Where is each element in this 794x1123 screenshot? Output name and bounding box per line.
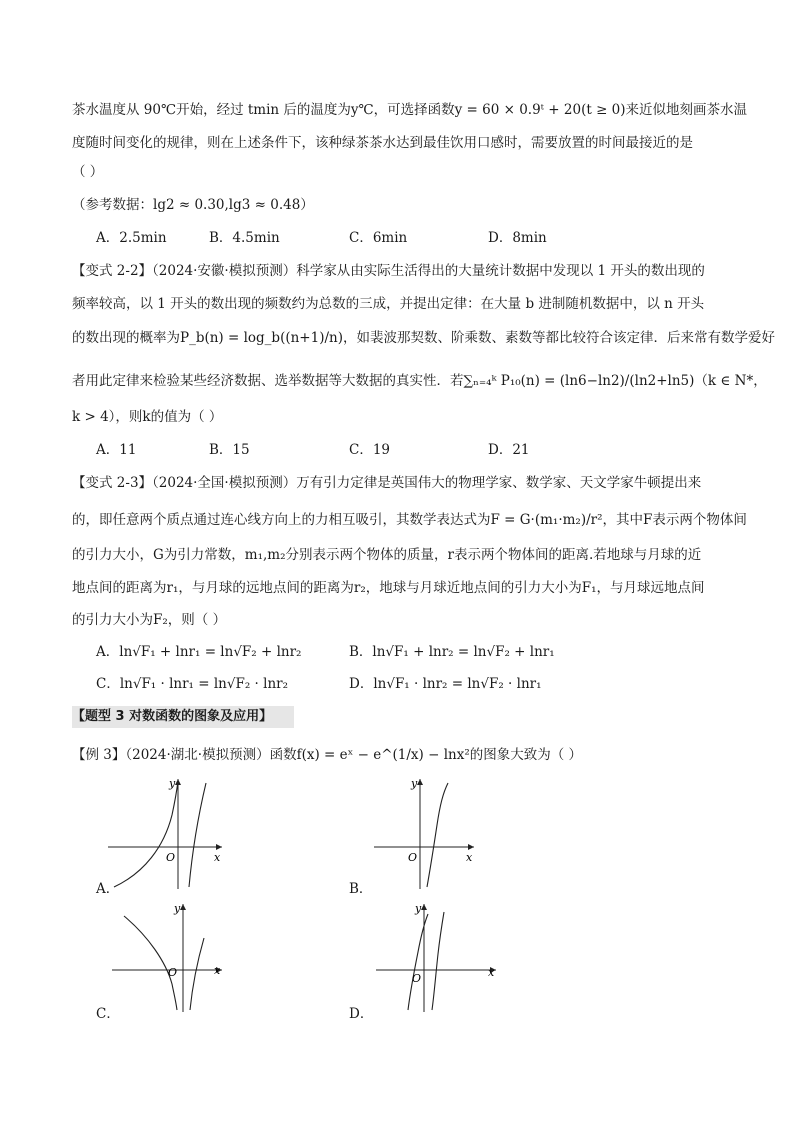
graph-b-x-label: x	[466, 851, 473, 864]
q3-option-c: C．ln√F₁ · lnr₁ = ln√F₂ · lnr₂	[96, 676, 289, 692]
q1-option-a: A．2.5min	[96, 230, 167, 246]
graph-c-x-label: x	[214, 964, 221, 977]
graph-c-y-label: y	[174, 902, 181, 915]
q3-line-1: 【变式 2-3】（2024·全国·模拟预测）万有引力定律是英国伟大的物理学家、数学家、天文学家牛顿提出来	[72, 475, 702, 491]
graph-d-x-label: x	[488, 966, 495, 979]
q1-option-d: D．8min	[488, 230, 547, 246]
graph-b-origin-label: O	[408, 851, 418, 864]
graph-d-origin-label: O	[412, 972, 422, 985]
q1-line-1: 茶水温度从 90℃开始，经过 tmin 后的温度为y℃，可选择函数y = 60 × 0.9ᵗ + 20(t ≥ 0)来近似地刻画茶水温	[72, 102, 748, 118]
q2-line-3: 的数出现的概率为P_b(n) = log_b((n+1)/n)，如裴波那契数、阶乘数、素数等都比较符合该定律．后来常有数学爱好	[72, 330, 775, 346]
q2-option-a: A．11	[96, 442, 137, 458]
q3-option-a: A．ln√F₁ + lnr₁ = ln√F₂ + lnr₂	[96, 644, 302, 660]
q2-line-1: 【变式 2-2】（2024·安徽·模拟预测）科学家从由实际生活得出的大量统计数据中发现以 1 开头的数出现的	[72, 263, 705, 279]
graph-d-label: D．	[349, 1006, 374, 1022]
q2-option-d: D．21	[488, 442, 530, 458]
q1-line-2: 度随时间变化的规律，则在上述条件下，该种绿茶茶水达到最佳饮用口感时，需要放置的时间最接近的是	[72, 135, 693, 151]
graph-c-label: C．	[96, 1006, 120, 1022]
q1-option-b: B．4.5min	[209, 230, 280, 246]
graph-a-x-label: x	[214, 851, 221, 864]
q3-option-b: B．ln√F₁ + lnr₂ = ln√F₂ + lnr₁	[349, 644, 555, 660]
section-title: 【题型 3 对数函数的图象及应用】	[72, 709, 273, 724]
q2-option-b: B．15	[209, 442, 250, 458]
graph-b-label: B．	[349, 881, 373, 897]
q2-line-4: 者用此定律来检验某些经济数据、选举数据等大数据的真实性．若∑ₙ₌₄ᵏ P₁₀(n) = (ln6−ln2)/(ln2+ln5)（k ∈ N*，	[72, 373, 767, 389]
q3-option-d: D．ln√F₁ · lnr₂ = ln√F₂ · lnr₁	[349, 676, 542, 692]
q3-line-5: 的引力大小为F₂，则（ ）	[72, 612, 227, 628]
graph-a-origin-label: O	[166, 851, 176, 864]
graph-b-y-label: y	[411, 777, 418, 790]
q2-line-5: k > 4），则k的值为（ ）	[72, 409, 223, 425]
graph-a-label: A．	[96, 881, 120, 897]
graph-d-y-label: y	[415, 902, 422, 915]
example3-line-1: 【例 3】（2024·湖北·模拟预测）函数f(x) = eˣ − e^(1/x) − lnx²的图象大致为（ ）	[72, 747, 583, 763]
graph-c-origin-label: O	[168, 966, 178, 979]
q1-reference-data: （参考数据：lg2 ≈ 0.30,lg3 ≈ 0.48）	[72, 197, 314, 213]
q3-line-3: 的引力大小，G为引力常数，m₁,m₂分别表示两个物体的质量，r表示两个物体间的距离.若地球与月球的近	[72, 547, 702, 563]
q2-line-2: 频率较高，以 1 开头的数出现的频数约为总数的三成，并提出定律：在大量 b 进制随机数据中，以 n 开头	[72, 296, 705, 312]
q1-option-c: C．6min	[349, 230, 408, 246]
graph-a-y-label: y	[169, 777, 176, 790]
q1-line-3: （ ）	[72, 164, 104, 180]
q2-option-c: C．19	[349, 442, 391, 458]
graph-d	[372, 900, 512, 1024]
graph-b	[370, 775, 490, 899]
q3-line-4: 地点间的距离为r₁，与月球的远地点间的距离为r₂，地球与月球近地点间的引力大小为F₁，与月球远地点间	[72, 580, 705, 596]
q3-line-2: 的，即任意两个质点通过连心线方向上的力相互吸引，其数学表达式为F = G·(m₁·m₂)/r²，其中F表示两个物体间	[72, 512, 747, 528]
graph-c	[108, 900, 228, 1024]
